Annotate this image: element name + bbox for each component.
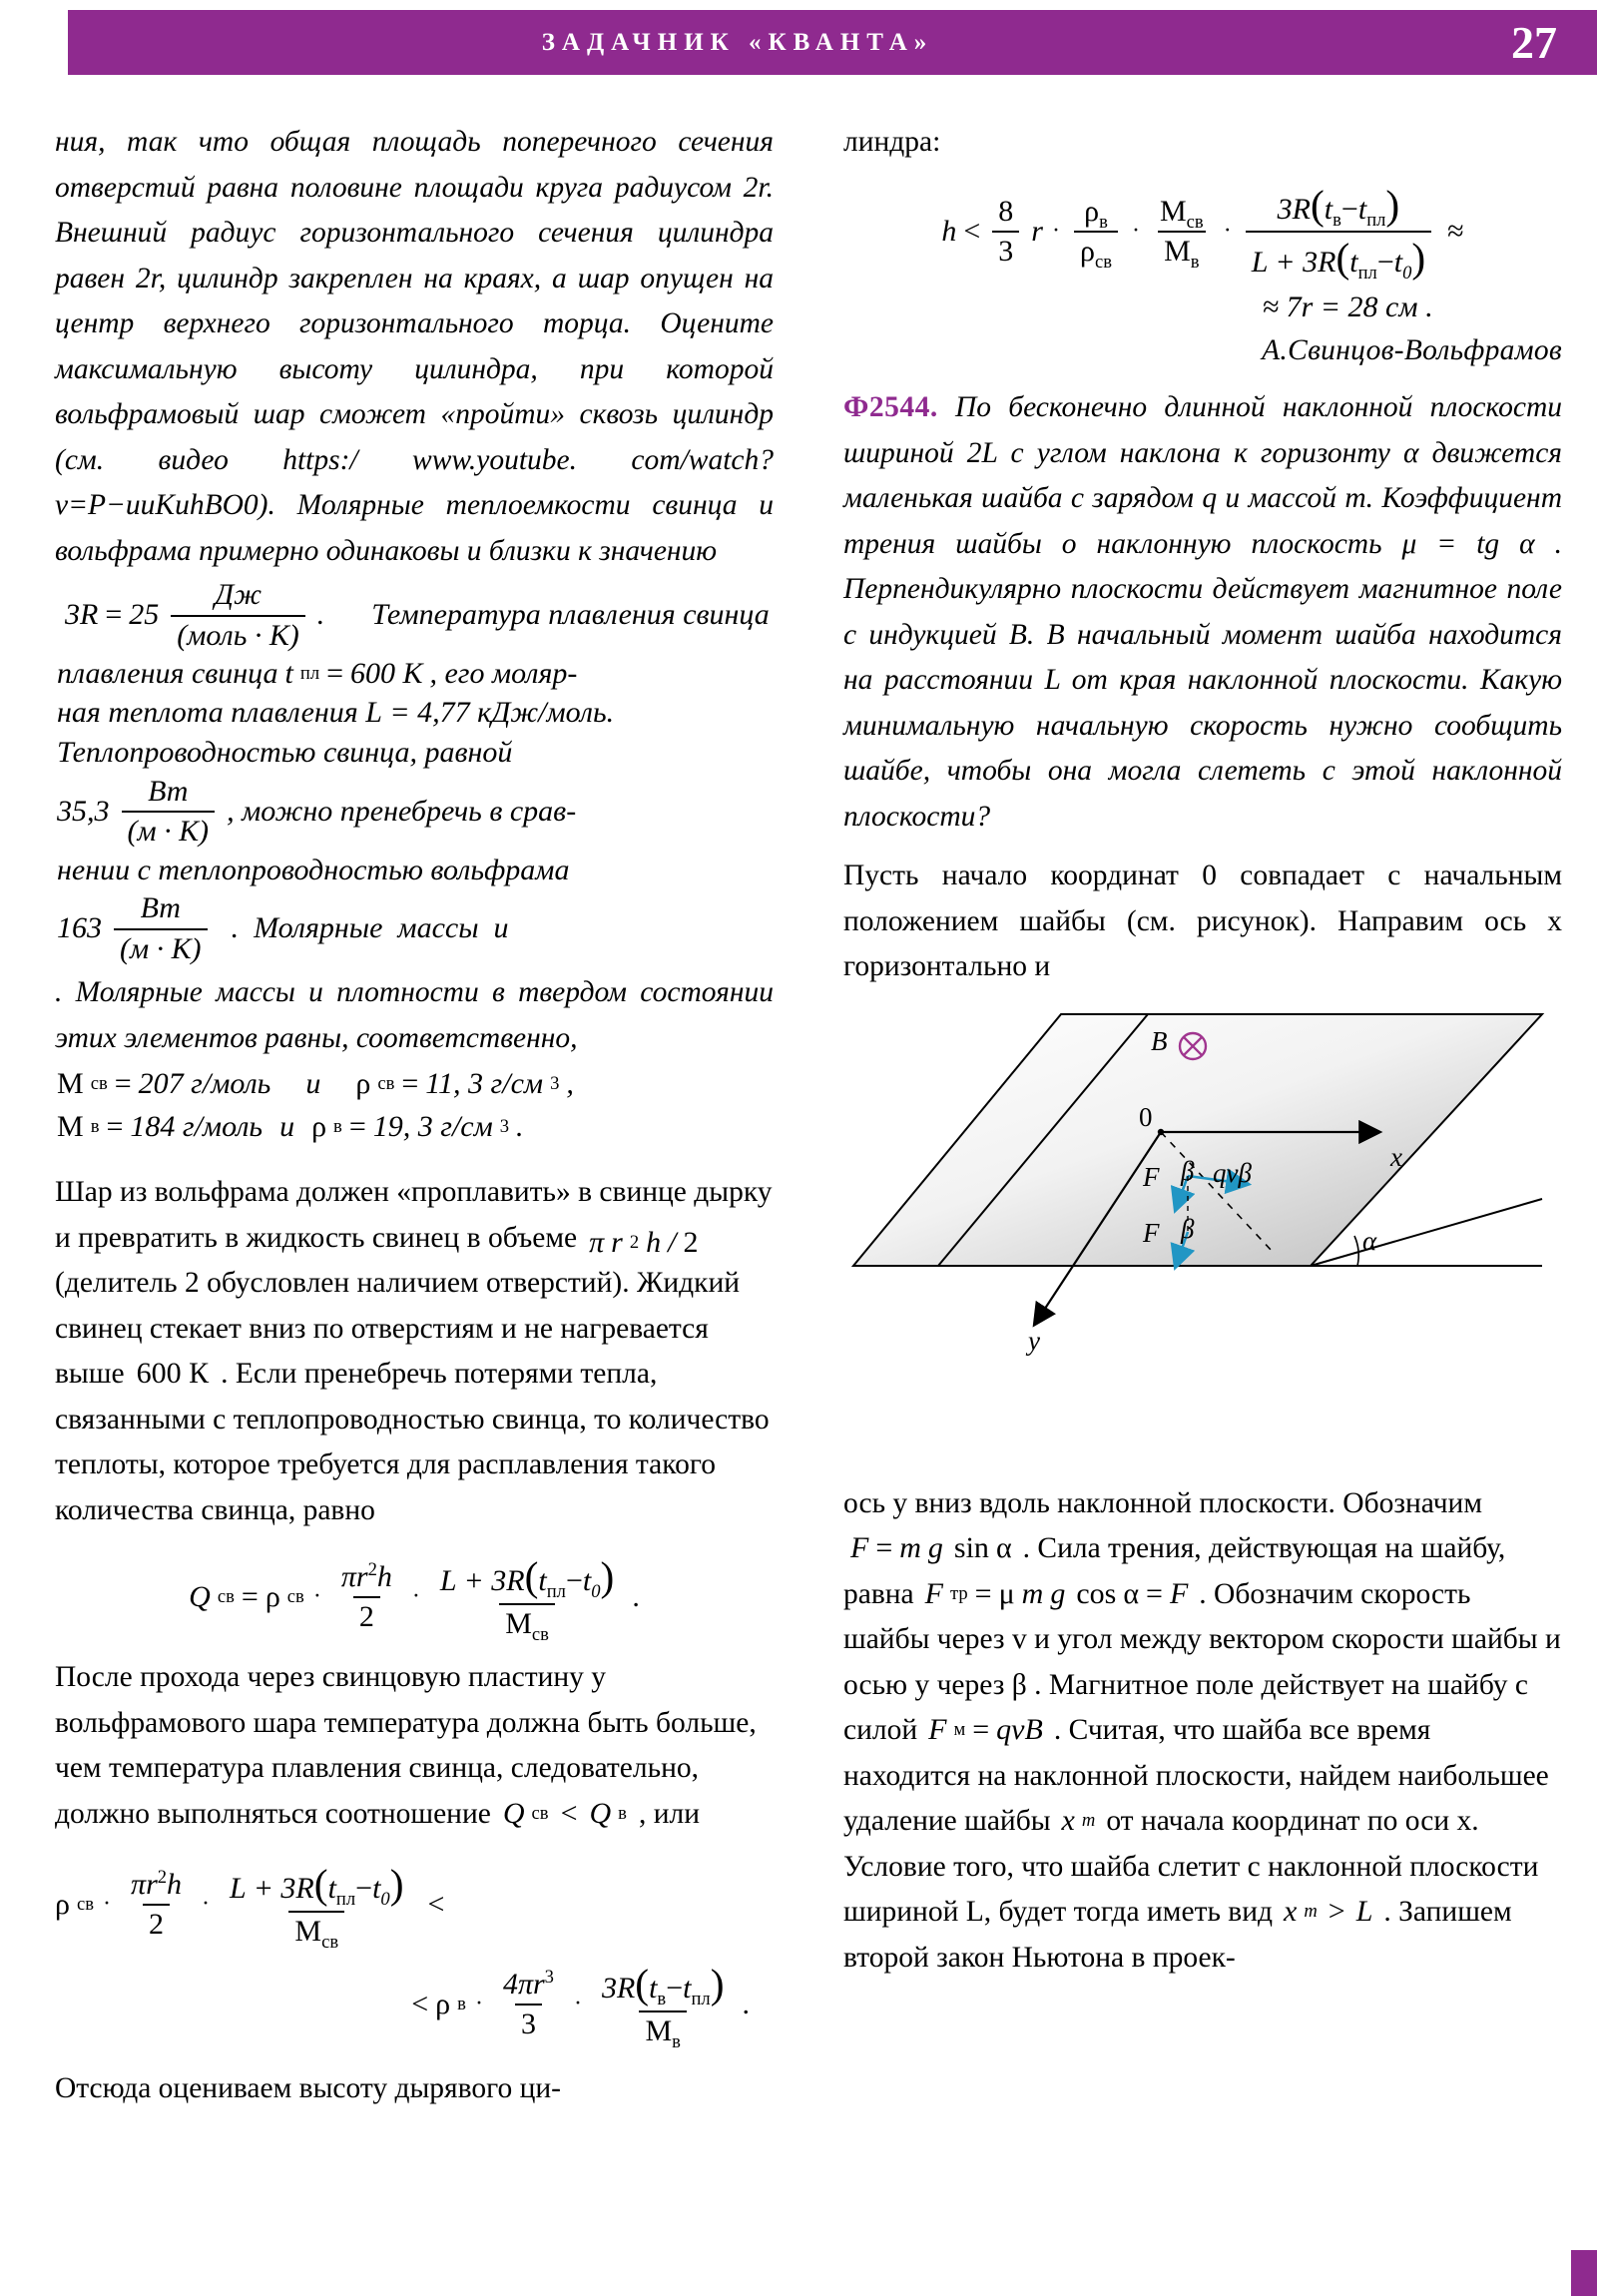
eqQ-f2-rparen: ): [600, 1553, 615, 1599]
equation-big-inequality-line1: ρ св · $\frac{\pi r^2h}{2}$ · $\frac{L + 3R(t_{пл}-t_0)}{М_{св}}$ <: [55, 1861, 445, 1953]
eqBig-f1-r-exp: 2: [157, 1866, 168, 1888]
alpha-angle-arc: [1354, 1236, 1358, 1266]
eqBig-lt2: <: [411, 1988, 429, 2021]
sol2-part-f: . Запишем второй закон Ньютона в проек-: [843, 1896, 1512, 1974]
eqBig-f1-pi: π: [131, 1867, 147, 1901]
rho-lead-equals: =: [401, 1067, 419, 1100]
tc-lead-word: Теплопроводностью свинца, равной: [57, 736, 513, 769]
ineq-less-than: <: [560, 1796, 578, 1830]
M-lead-value: 207 г/моль: [138, 1067, 271, 1100]
vol-pi: π: [589, 1225, 605, 1259]
solution-paragraph-2: [55, 1655, 774, 1837]
volume-expression: π r 2 h / 2: [589, 1225, 699, 1259]
eqQ-rho: ρ: [265, 1579, 280, 1613]
eqh-f4-den-rparen: ): [1411, 235, 1426, 282]
eqh-f3-den-M: М: [1164, 235, 1191, 269]
eqh-f4-t1: t: [1324, 192, 1333, 226]
eqQ-f2-t1: t: [538, 1564, 547, 1597]
eqQ-f2-lparen: (: [524, 1553, 539, 1599]
eqBig-dot-2: ·: [202, 1891, 211, 1918]
figure-label-F-upper: F: [1143, 1161, 1160, 1192]
solution-2544-paragraph-1: Пусть начало координат 0 совпадает с начальным положением шайбы (см. рисунок). Направим ось x горизонтально и: [843, 860, 1562, 983]
eq-3R-equals: =: [105, 598, 123, 632]
eqh-h: h: [941, 214, 957, 248]
eqQ-f1-pi: π: [340, 1559, 356, 1593]
eqh-f4-den-minus: −: [1376, 246, 1394, 280]
eqQ-Q: Q: [189, 1579, 211, 1613]
eqh-f3-den-sub: в: [1190, 252, 1200, 274]
eqBig-less-than: <: [427, 1887, 445, 1921]
journal-section-title: ЗАДАЧНИК «КВАНТА»: [541, 28, 934, 56]
eq-3R-units-denominator: (моль · К): [171, 615, 305, 654]
eq-3R-lhs: 3R: [65, 598, 99, 632]
eqBig-f4-minus: −: [666, 1972, 684, 2006]
eqBig-f4-den-M: М: [645, 2013, 673, 2047]
ineq-Q1: Q: [502, 1796, 525, 1830]
vol-h: h: [646, 1225, 662, 1259]
k-w-tail: . Молярные массы и: [231, 911, 509, 945]
eqQ-f2-den-sub: св: [531, 1623, 549, 1645]
eqBig-f4-t1-sub: в: [657, 1989, 667, 2010]
eqh-f4-num: 3R: [1277, 192, 1311, 226]
eqh-f4-den-L: L + 3R: [1251, 246, 1336, 280]
problem-id-label: Ф2544.: [843, 391, 938, 424]
Ftr-mu: μ: [998, 1576, 1015, 1610]
eqBig-rho2: ρ: [435, 1988, 451, 2021]
figure-label-y-axis: y: [1028, 1325, 1040, 1356]
eqh-f4-den-t1: t: [1349, 246, 1358, 280]
eqBig-fraction-tungsten: [596, 1961, 731, 2052]
page-header-bar: [68, 10, 1597, 75]
rho-tungsten-equals: =: [348, 1109, 366, 1143]
eqh-f2-num-rho: ρ: [1084, 194, 1100, 228]
eqh-f2-den-rho: ρ: [1079, 235, 1095, 269]
eqBig-f4-den-sub: в: [672, 2030, 681, 2052]
xm-x: x: [1061, 1804, 1075, 1838]
k-w-units-fraction: [114, 891, 208, 966]
temperature-600K: 600 К: [136, 1357, 210, 1390]
t-pl-suffix: , его моляр-: [429, 657, 578, 690]
k-lead-units-numerator: Вт: [148, 774, 189, 808]
eqQ-period: .: [632, 1579, 640, 1613]
figure-label-origin: 0: [1139, 1101, 1153, 1132]
constants-conjunction-2: и: [279, 1109, 295, 1143]
continuation-word: линдра:: [843, 126, 941, 158]
Fdef-g: g: [927, 1531, 943, 1565]
equation-h-bound: [843, 182, 1562, 283]
rho-lead-symbol: ρ: [355, 1067, 371, 1100]
Ftr-cos: cos: [1076, 1576, 1117, 1610]
equation-t-pl-line: плавления свинца t пл = 600 К , его моляр-: [57, 657, 578, 690]
eqBig-f3-den: 3: [515, 2004, 542, 2042]
eqBig-f4-rparen: ): [710, 1961, 725, 2008]
eqh-dot-2: ·: [1131, 218, 1140, 245]
eqh-dot-3: ·: [1223, 218, 1232, 245]
Ftr-m: m: [1021, 1576, 1044, 1610]
eqQ-dot-1: ·: [312, 1583, 321, 1610]
M-tungsten-equals: =: [106, 1109, 124, 1143]
solution-p2-text: После прохода через свинцовую пластину у вольфрамового шара температура должна быть больше, чем температура плавления свинца, следовательно, должно выполняться соотношение: [55, 1661, 757, 1830]
eqh-result-approx: ≈: [1263, 289, 1280, 323]
problem-2544-text: По бесконечно длинной наклонной плоскости шириной 2L с углом наклона к горизонту α движется маленькая шайба с зарядом q и массой m. Коэффициент трения шайбы о наклонную плоскость μ = tg α . Перпендикулярно плоскости действует магнитное поле с индукцией В. В начальный момент шайба находится на расстоянии L от края наклонной плоскости. Какую минимальную начальную скорость нужно сообщить шайбе, чтобы она могла слететь с этой наклонной плоскости?: [843, 391, 1563, 833]
eqh-approx: ≈: [1447, 214, 1464, 248]
solution-p1-part-c: . Если пренебречь потерями тепла, связанными с теплопроводностью свинца, то количество теплоты, которое требуется для расплавления такого количества свинца, равно: [55, 1358, 770, 1526]
constants-conjunction-1: и: [305, 1067, 321, 1100]
eqQ-fraction-volume: [335, 1560, 398, 1635]
problem-statement-continuation: ния, так что общая площадь поперечного сечения отверстий равна половине площади круга радиусом 2r. Внешний радиус горизонтального сечения цилиндра равен 2r, цилиндр закреплен на краях, а шар опущен на центр верхнего горизонтального торца. Оцените максимальную высоту цилиндра, при которой вольфрамовый шар сможет «пройти» сквозь цилиндр (см. видео https:/ www.youtube. com/watch?v=P−uuKuhBO0). Молярные теплоемкости свинца и вольфрама примерно одинаковы и близки к значению: [55, 126, 774, 567]
eqQ-f2-t1-sub: пл: [546, 1581, 566, 1602]
problem-2544: [843, 385, 1562, 840]
eqh-f4-minus: −: [1340, 192, 1358, 226]
eqBig-f1-den: 2: [143, 1904, 170, 1943]
ineq-Q2: Q: [589, 1796, 612, 1830]
equation-big-inequality-line2: < ρ в · $\frac{4\pi r^3}{3}$ · $\frac{3R(t_в-t_{пл})}{М_в}$ .: [411, 1961, 750, 2052]
eqBig-f4-num: 3R: [601, 1972, 636, 2006]
eqBig-f2-num: L + 3R: [230, 1872, 314, 1906]
solution-p1-part-b: (делитель 2 обусловлен наличием отверстий). Жидкий свинец стекает вниз по отверстиям и не нагревается выше: [55, 1267, 741, 1390]
eqBig-fraction-sphere: [497, 1968, 560, 2042]
eqQ-f2-minus: −: [565, 1564, 583, 1597]
eqBig-f1-r: r: [146, 1867, 158, 1901]
solution-p2-tail: , или: [638, 1797, 700, 1830]
eqh-r: r: [1031, 214, 1043, 248]
equation-k-tungsten: [55, 891, 774, 966]
compare-line: [55, 854, 774, 888]
eqBig-f2-t0: t: [372, 1872, 381, 1906]
eqQ-f1-r-exp: 2: [367, 1558, 377, 1580]
solution-p1-part-a: Шар из вольфрама должен «проплавить» в свинце дырку и превратить в жидкость свинец в объеме: [55, 1176, 773, 1254]
rho-tungsten-value: 19, 3 г/см: [372, 1109, 493, 1143]
eq-3R-units-fraction: [171, 578, 305, 653]
inclined-plane-figure: [843, 1004, 1562, 1463]
Ftr-equals: =: [974, 1576, 992, 1610]
inline-inequality-Q: Q св < Q в: [502, 1796, 627, 1830]
k-w-units-numerator: Вт: [140, 891, 181, 924]
eqh-fraction-temperatures: [1246, 182, 1431, 283]
eqQ-f2-num: L + 3R: [439, 1564, 525, 1597]
eqh-f4-den-t0: t: [1393, 246, 1403, 280]
sol2-part-c: . Обозначим скорость шайбы через v и угол между вектором скорости шайбы и осью y через β . Магнитное поле действует на шайбу с силой: [843, 1577, 1561, 1747]
sol2-part-e: от начала координат по оси x. Условие того, что шайба слетит с наклонной плоскости шириной L, будет тогда иметь вид: [843, 1805, 1539, 1929]
eqh-f1-num: 8: [998, 194, 1014, 228]
Fm-F: F: [928, 1713, 947, 1747]
solution-p3-text: Отсюда оцениваем высоту дырявого ци-: [55, 2072, 561, 2105]
eqh-f4-den-t0-sub: 0: [1402, 263, 1412, 285]
equation-L-line: [55, 696, 774, 731]
eqh-f1-den: 3: [992, 231, 1019, 270]
page-corner-mark: [1571, 2250, 1597, 2296]
eqBig-dot-1: ·: [103, 1891, 112, 1918]
page-number: 27: [1511, 17, 1557, 68]
constants-row2-period: .: [516, 1109, 524, 1143]
eqBig-f2-minus: −: [355, 1872, 373, 1906]
eqQ-dot-2: ·: [411, 1583, 420, 1610]
figure-label-beta-lower: β: [1181, 1213, 1195, 1244]
eqQ-f1-r: r: [355, 1559, 368, 1593]
eqh-f3-num-M: М: [1159, 194, 1187, 228]
densities-intro-text: . Молярные массы и плотности в твердом состоянии этих элементов равны, соответственно,: [55, 976, 774, 1054]
M-tungsten-symbol: М: [57, 1109, 84, 1143]
figure-label-x-axis: x: [1390, 1141, 1402, 1172]
eqBig-rho: ρ: [55, 1887, 70, 1921]
Ftr-F: F: [924, 1576, 943, 1610]
eqBig-f1-h: h: [167, 1867, 183, 1901]
Fm-equals: =: [972, 1713, 990, 1747]
equation-3R: [55, 578, 774, 653]
equation-h-result: [843, 290, 1562, 325]
L-line-text: ная теплота плавления L = 4,77 кДж/моль.: [57, 695, 615, 729]
eqh-result-value: 7r = 28 см: [1286, 289, 1418, 323]
eq-3R-period: .: [316, 598, 325, 632]
eqh-f4-t1-sub: в: [1332, 209, 1341, 231]
eq-3R-value: 25: [129, 598, 160, 632]
eqBig-f4-lparen: (: [635, 1961, 650, 2008]
eqBig-f4-t2-sub: пл: [691, 1989, 711, 2010]
figure-label-beta-upper: β: [1181, 1155, 1195, 1186]
compare-text: нении с теплопроводностью вольфрама: [57, 853, 570, 886]
equation-constants-row-1: М св = 207 г/моль и ρ св = 11, 3 г/см 3 ,: [57, 1067, 574, 1100]
eqh-f4-den-lparen: (: [1335, 235, 1350, 282]
eqBig-f2-t0-sub: 0: [380, 1889, 390, 1911]
solution-paragraph-1: [55, 1170, 774, 1533]
eqBig-f4-t1: t: [649, 1972, 658, 2006]
figure-label-B: B: [1151, 1025, 1168, 1056]
eqh-f4-den-t1-sub: пл: [1357, 263, 1377, 285]
Fdef-equals: =: [875, 1531, 893, 1565]
eqh-fraction-eight-thirds: [992, 195, 1019, 270]
k-lead-units-fraction: [122, 775, 216, 850]
figure-label-qvB: qvβ: [1213, 1157, 1252, 1188]
eqBig-dot-4: ·: [573, 1991, 582, 2017]
F-friction-expression: F тр = μ m g cos α = F: [924, 1576, 1189, 1610]
eqBig-f2-lparen: (: [313, 1861, 328, 1908]
eqh-result-period: .: [1424, 289, 1432, 323]
k-w-value: 163: [57, 911, 102, 945]
origin-point: [1158, 1129, 1164, 1135]
x-max-symbol: x m: [1061, 1804, 1096, 1838]
Ftr-alpha: α: [1123, 1576, 1140, 1610]
eqBig-f4-t2: t: [683, 1972, 692, 2006]
equation-constants-row-2: М в = 184 г/моль и ρ в = 19, 3 г/см 3 .: [57, 1109, 524, 1143]
xmL-greater: >: [1328, 1895, 1345, 1929]
eqBig-f3-exp: 3: [544, 1966, 554, 1988]
solution-author: А.Свинцов-Вольфрамов: [1262, 334, 1562, 367]
figure-label-alpha: α: [1362, 1225, 1377, 1256]
k-w-units-denominator: (м · К): [114, 928, 208, 967]
equation-k-lead: [55, 775, 774, 850]
Fdef-sin: sin: [953, 1531, 989, 1565]
Fdef-alpha: α: [995, 1531, 1012, 1565]
eqh-f3-num-sub: св: [1186, 211, 1204, 233]
eqh-fraction-molar-masses: [1154, 194, 1210, 274]
t-pl-value: 600 К: [350, 657, 423, 690]
vol-slash: /: [668, 1225, 677, 1259]
Fdef-m: m: [899, 1531, 921, 1565]
eqBig-f3-num: 4πr: [502, 1967, 545, 2001]
rho-tungsten-symbol: ρ: [311, 1109, 327, 1143]
eqBig-f2-den-M: М: [294, 1914, 322, 1948]
figure-svg: [843, 1004, 1562, 1463]
eqQ-f1-h: h: [376, 1559, 392, 1593]
eqBig-f2-den-sub: св: [321, 1931, 339, 1953]
constants-row1-comma: ,: [566, 1067, 574, 1100]
k-lead-tail: , можно пренебречь в срав-: [227, 794, 577, 828]
thermal-conductivity-lead-line: [55, 736, 774, 771]
sol2-part-b: . Сила трения, действующая на шайбу, равна: [843, 1532, 1506, 1610]
magnetic-force-expression: F м = qvB: [928, 1713, 1043, 1747]
eqQ-equals: =: [241, 1579, 259, 1613]
eqh-fraction-densities: [1074, 194, 1118, 274]
sol2-part-a: ось y вниз вдоль наклонной плоскости. Обозначим: [843, 1486, 1482, 1519]
eqh-less-than: <: [963, 214, 981, 248]
F-definition: [850, 1531, 1012, 1566]
Ftr-g: g: [1050, 1576, 1066, 1610]
eqQ-f2-t0: t: [582, 1564, 592, 1597]
eq-3R-units-numerator: Дж: [215, 578, 263, 611]
eqh-f4-t2: t: [1357, 192, 1367, 226]
xmL-x: x: [1284, 1895, 1298, 1929]
eqBig-f2-t1: t: [327, 1872, 336, 1906]
eqBig-period: .: [742, 1988, 750, 2021]
Fm-value: qvB: [996, 1713, 1043, 1747]
eqh-dot-1: ·: [1051, 218, 1060, 245]
eqQ-f2-t0-sub: 0: [591, 1581, 601, 1602]
k-lead-value: 35,3: [57, 794, 110, 828]
sol2-part-d: . Считая, что шайба все время находится на наклонной плоскости, найдем наибольшее удаление шайбы: [843, 1714, 1549, 1838]
Ftr-equals-2: =: [1146, 1576, 1163, 1610]
eqh-f4-rparen: ): [1385, 181, 1400, 228]
eqBig-f2-rparen: ): [389, 1861, 404, 1908]
solution-2544-paragraph-2: [843, 1481, 1562, 1982]
eqh-f2-num-sub: в: [1099, 211, 1108, 233]
t-pl-equals: =: [326, 657, 344, 690]
t-pl-prefix: плавления свинца: [57, 657, 278, 690]
Fdef-F: F: [850, 1531, 869, 1565]
figure-label-F-lower: F: [1143, 1217, 1160, 1248]
eqh-f4-t2-sub: пл: [1366, 209, 1386, 231]
temperature-word: Температура плавления свинца: [371, 598, 770, 632]
left-column: [55, 120, 774, 2112]
xmL-L: L: [1355, 1895, 1373, 1929]
x-max-greater-L: x m > L: [1284, 1895, 1373, 1929]
M-lead-equals: =: [114, 1067, 132, 1100]
rho-lead-value: 11, 3 г/см: [425, 1067, 544, 1100]
k-lead-units-denominator: (м · К): [122, 811, 216, 850]
eqQ-f1-den: 2: [353, 1596, 380, 1635]
eqQ-fraction-heat: [434, 1553, 620, 1645]
t-pl-symbol: t: [284, 657, 293, 690]
M-lead-symbol: М: [57, 1067, 84, 1100]
eqBig-dot-3: ·: [474, 1991, 483, 2017]
eqBig-fraction-volume: [125, 1868, 188, 1943]
eqh-f2-den-sub: св: [1094, 252, 1112, 274]
eqh-f4-lparen: (: [1311, 181, 1325, 228]
Ftr-F-result: F: [1169, 1576, 1189, 1610]
vol-r: r: [611, 1225, 623, 1259]
equation-Q-lead: Q св = ρ св · $\frac{\pi r^2h}{2}$ · $\frac{L + 3R(t_{пл}-t_0)}{М_{св}}$ .: [189, 1553, 640, 1645]
vol-divisor: 2: [683, 1225, 699, 1259]
right-column: [843, 120, 1562, 1981]
eqBig-f2-t1-sub: пл: [335, 1889, 356, 1911]
eqQ-f2-den-M: М: [505, 1606, 532, 1640]
M-tungsten-value: 184 г/моль: [130, 1109, 264, 1143]
eqBig-fraction-heat: [224, 1861, 409, 1953]
